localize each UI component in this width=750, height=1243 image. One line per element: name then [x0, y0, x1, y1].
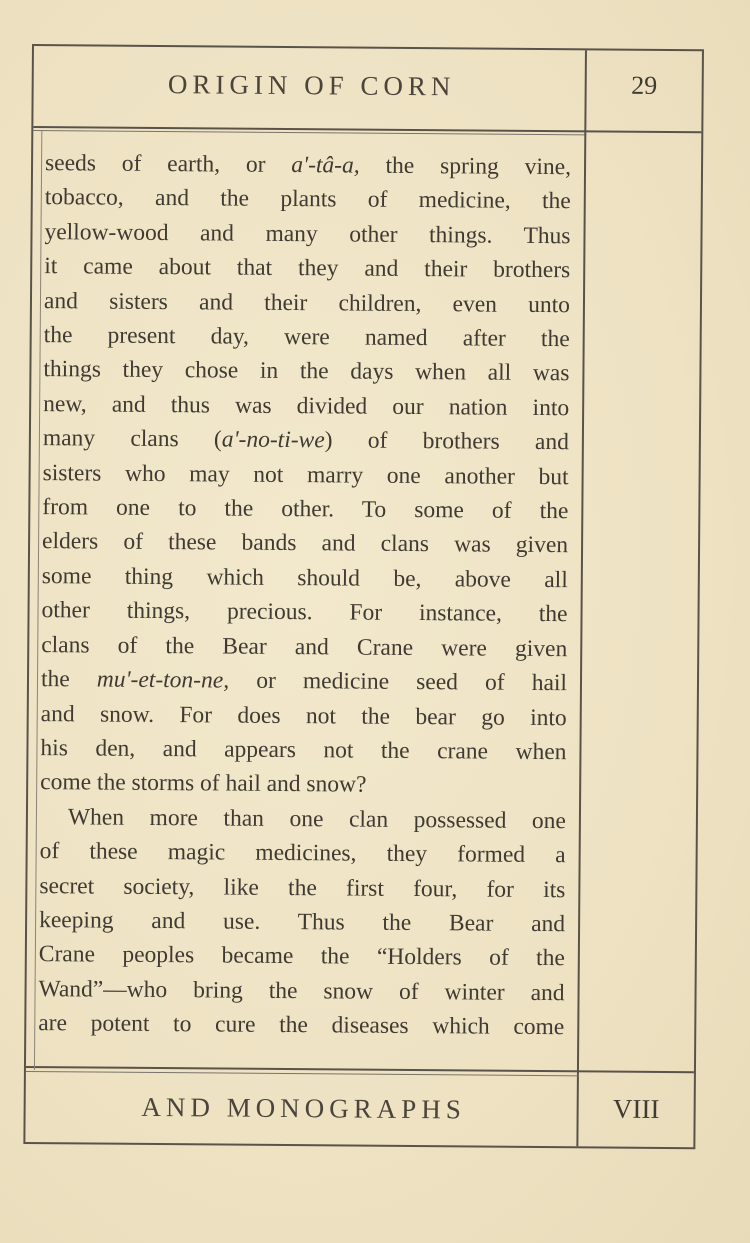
text-line: clans of the Bear and Crane were given	[41, 631, 568, 662]
text-line: elders of these bands and clans was given	[41, 528, 569, 559]
text-line: yellow-wood and many other things. Thus	[44, 218, 571, 250]
text-line: it came about that they and their brothers	[44, 253, 571, 284]
text-line: secret society, like the first four, for its	[39, 872, 566, 903]
text-line: come the storms of hail and snow?	[40, 769, 367, 798]
text-line: and snow. For does not the bear go into	[40, 700, 567, 731]
footer-rule-inner	[26, 1071, 579, 1076]
text-line: are potent to cure the diseases which come	[38, 1010, 565, 1041]
text-line: and sisters and their children, even unto	[43, 287, 571, 318]
text-line: tobacco, and the plants of medicine, the	[44, 184, 571, 215]
text-line: new, and thus was divided our nation into	[43, 390, 570, 422]
margin-column-rule	[576, 50, 587, 1146]
text-line: of these magic medicines, they formed a	[39, 838, 566, 869]
footer-series-title: AND MONOGRAPHS	[141, 1091, 466, 1125]
text-line: his den, and appears not the crane when	[40, 734, 567, 766]
page-frame	[23, 44, 704, 1149]
text-line: seeds of earth, or a'-tâ-a, the spring vine,	[44, 150, 572, 181]
running-title: ORIGIN OF CORN	[167, 69, 456, 102]
page-number: 29	[631, 70, 658, 100]
text-line: the present day, were named after the	[43, 322, 570, 353]
text-line: keeping and use. Thus the Bear and	[39, 907, 566, 938]
text-line: from one to the other. To some of the	[42, 494, 569, 525]
text-line: sisters who may not marry one another but	[42, 459, 569, 490]
footer-volume-number: VIII	[612, 1093, 660, 1124]
text-line: the mu'-et-ton-ne, or medicine seed of hail	[40, 666, 568, 697]
text-line: Crane peoples became the “Holders of the	[38, 941, 565, 972]
text-line: When more than one clan possessed one	[67, 804, 567, 834]
text-line: other things, precious. For instance, the	[41, 597, 568, 628]
text-line: things they chose in the days when all was	[43, 356, 570, 387]
text-line: some thing which should be, above all	[41, 562, 568, 594]
text-line: Wand”—who bring the snow of winter and	[38, 975, 565, 1006]
text-line: many clans (a'-no-ti-we) of brothers and	[42, 425, 569, 456]
body-text	[38, 146, 571, 1045]
